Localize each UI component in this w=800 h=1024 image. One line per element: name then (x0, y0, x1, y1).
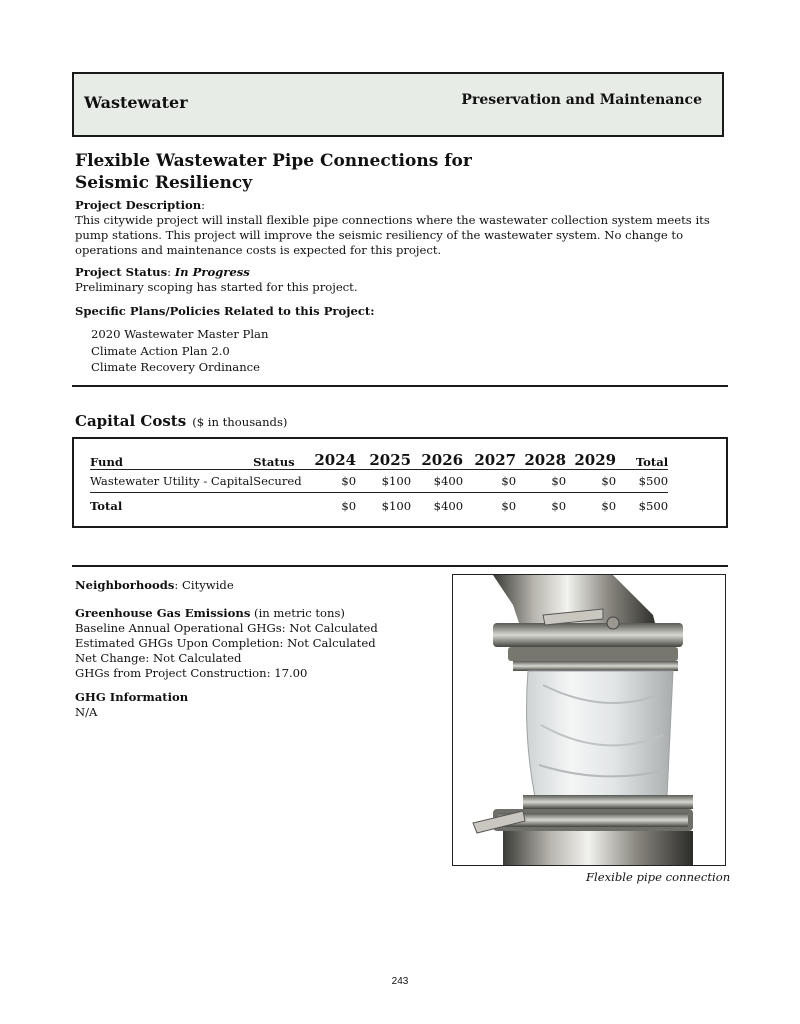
ghg-info-value: N/A (75, 705, 98, 719)
total-total: $500 (616, 493, 668, 520)
col-2026: 2026 (421, 451, 464, 469)
capital-costs-unit: ($ in thousands) (192, 415, 288, 429)
cell-total-label: Total (90, 493, 253, 520)
col-status: Status (253, 455, 295, 469)
plan-item: Climate Action Plan 2.0 (91, 343, 230, 358)
pipe-photo (452, 574, 726, 866)
plan-item: Climate Recovery Ordinance (91, 360, 261, 374)
section-header (72, 72, 724, 137)
status-note: Preliminary scoping has started for this project. (75, 280, 358, 294)
project-status: Project Status: In Progress Preliminary scoping has started for this project. (75, 265, 735, 295)
project-description: Project Description: This citywide project will install flexible pipe connections where the wastewater collection system meets its pump stations. This project will improve the seismic resiliency of the wastewater system. No change to operations and maintenance costs is expected for this project. (75, 198, 735, 258)
table-row (90, 470, 668, 493)
ghg-info-label: GHG Information (75, 690, 189, 704)
cell-2026: $400 (411, 470, 463, 493)
cell-2025: $100 (356, 470, 411, 493)
photo-caption: Flexible pipe connection (586, 870, 731, 884)
col-2027: 2027 (474, 451, 517, 469)
neighborhoods-label: Neighborhoods (75, 578, 175, 592)
ghg-line: Baseline Annual Operational GHGs: Not Calculated (75, 621, 378, 635)
capital-costs-table (90, 447, 668, 519)
total-2028: $0 (516, 493, 566, 520)
cell-2027: $0 (463, 470, 516, 493)
cell-2024: $0 (309, 470, 356, 493)
total-2029: $0 (566, 493, 616, 520)
program-title: Preservation and Maintenance (461, 92, 702, 108)
ghg-line: GHGs from Project Construction: 17.00 (75, 666, 308, 680)
divider (72, 565, 728, 567)
ghg-label: Greenhouse Gas Emissions (75, 606, 251, 620)
table-header-row (90, 447, 668, 470)
total-2025: $100 (356, 493, 411, 520)
col-2025: 2025 (369, 451, 412, 469)
cell-2028: $0 (516, 470, 566, 493)
total-2027: $0 (463, 493, 516, 520)
description-text: This citywide project will install flexible pipe connections where the wastewater collection system meets its pump stations. This project will improve the seismic resiliency of the wastewater system. No change to operations and maintenance costs is expected for this project. (75, 213, 710, 257)
col-2028: 2028 (524, 451, 567, 469)
cell-2029: $0 (566, 470, 616, 493)
col-total: Total (635, 455, 669, 469)
plans-label: Specific Plans/Policies Related to this Project: (75, 304, 375, 318)
cell-blank (253, 493, 309, 520)
ghg-unit: (in metric tons) (254, 606, 345, 620)
total-2026: $400 (411, 493, 463, 520)
cell-status: Secured (253, 470, 309, 493)
plan-item: 2020 Wastewater Master Plan (91, 327, 269, 341)
status-label: Project Status (75, 265, 168, 279)
capital-costs-table-box (72, 437, 728, 528)
description-label: Project Description (75, 198, 202, 212)
ghg-line: Estimated GHGs Upon Completion: Not Calculated (75, 636, 376, 650)
category-title: Wastewater (84, 93, 188, 112)
ghg-line: Net Change: Not Calculated (75, 651, 242, 665)
page-number: 243 (391, 976, 409, 987)
pipe-illustration (453, 575, 725, 865)
cell-fund: Wastewater Utility - Capital (90, 470, 253, 493)
table-total-row (90, 493, 668, 520)
plans-list (91, 326, 491, 376)
project-details: Neighborhoods: Citywide Greenhouse Gas Emissions (in metric tons) Baseline Annual Operational GHGs: Not Calculated Estimated GHGs Upon Completion: Not Calculated Net Change: Not Calculated GHGs from Project Construction: 17.00 GHG Information N/A (75, 578, 435, 720)
col-fund: Fund (90, 455, 123, 469)
project-title: Flexible Wastewater Pipe Connections for Seismic Resiliency (75, 151, 472, 193)
capital-costs-heading (75, 411, 287, 430)
divider (72, 385, 728, 387)
status-value: In Progress (174, 265, 250, 279)
neighborhoods-value: Citywide (181, 578, 234, 592)
col-2029: 2029 (574, 451, 617, 469)
cell-total: $500 (616, 470, 668, 493)
capital-costs-title: Capital Costs (75, 412, 187, 430)
col-2024: 2024 (314, 451, 357, 469)
total-2024: $0 (309, 493, 356, 520)
